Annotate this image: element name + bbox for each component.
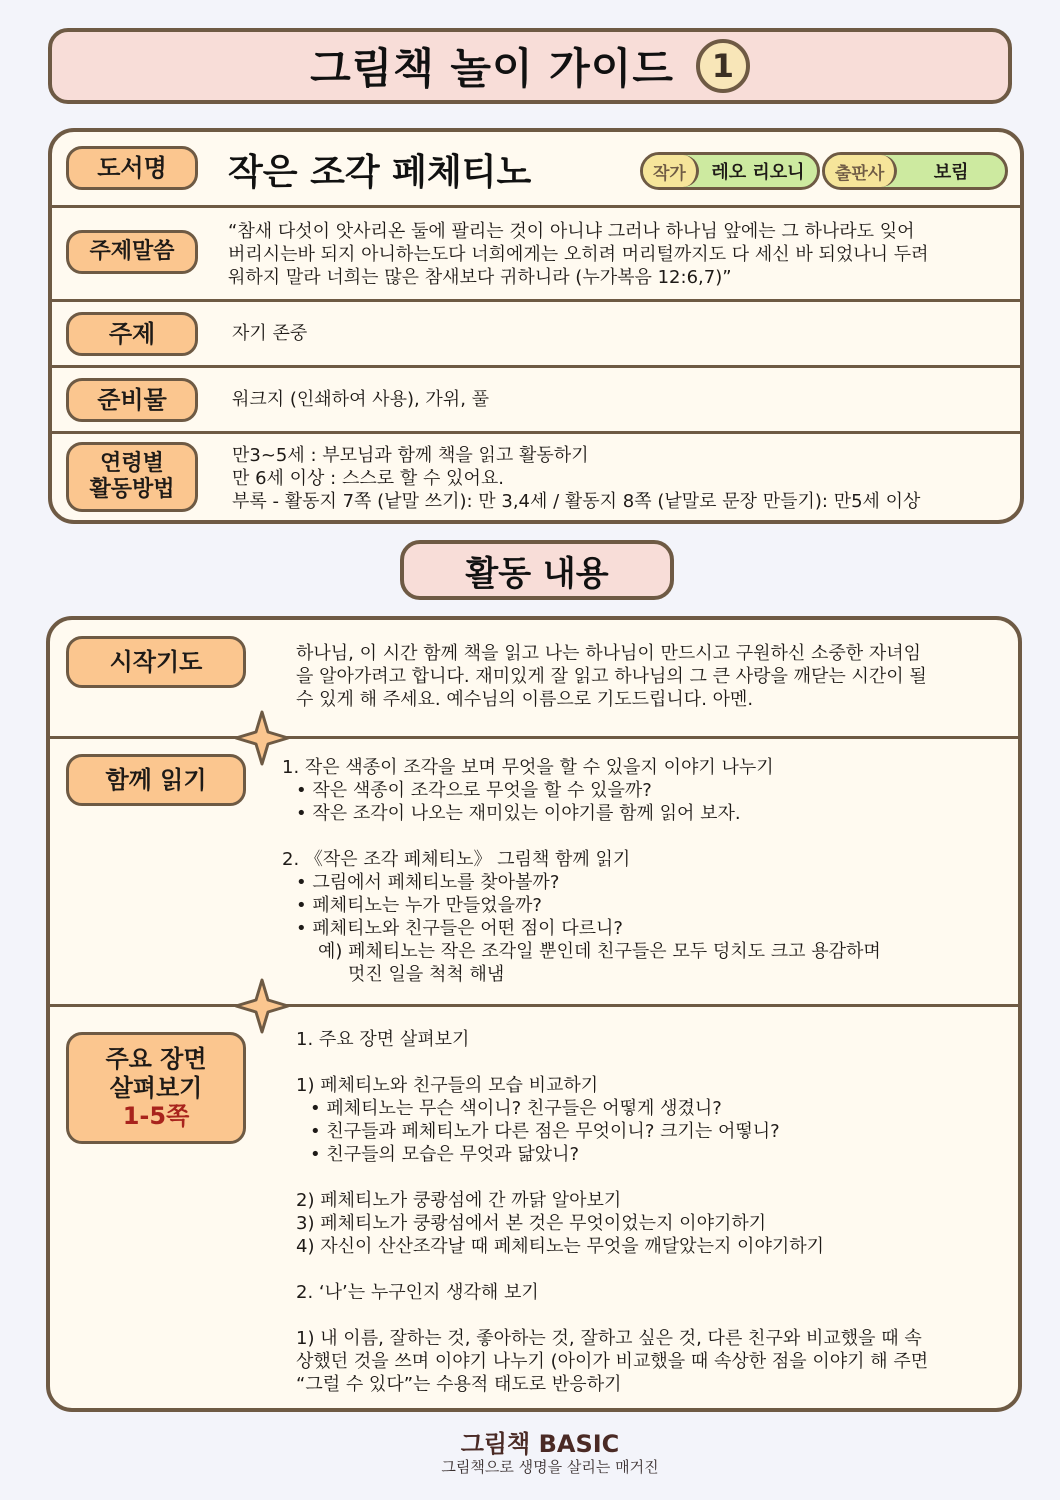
scenes-line: • 친구들의 모습은 무엇과 닮았니? [310,1144,580,1165]
publisher-value: 보림 [933,162,969,183]
reading-line: 예) 페체티노는 작은 조각일 뿐인데 친구들은 모두 덩치도 크고 용감하며 [318,941,881,962]
age-row [52,434,1020,524]
scenes-label-line: 살펴보기 [109,1073,203,1102]
age-label [66,442,198,512]
scenes-line: 2) 페체티노가 쿵쾅섬에 간 까닭 알아보기 [296,1190,622,1211]
age-line: 부록 - 활동지 7쪽 (낱말 쓰기): 만 3,4세 / 활동지 8쪽 (낱말로 문장 만들기): 만5세 이상 [232,491,921,512]
theme-value: 자기 존중 [232,323,308,344]
reading-label: 함께 읽기 [66,754,246,806]
theme-label: 주제 [66,312,198,356]
reading-line: 멋진 일을 척척 해냄 [348,964,505,985]
scenes-line: 1. 주요 장면 살펴보기 [296,1029,470,1050]
scenes-line [296,1258,1008,1281]
author-value: 레오 리오니 [711,162,805,183]
section-divider [50,736,1018,739]
verse-line: “참새 다섯이 앗사리온 둘에 팔리는 것이 아니냐 그러나 하나님 앞에는 그 하나라도 잊어 [228,221,915,242]
book-label: 도서명 [66,146,198,190]
age-line: 만3~5세 : 부모님과 함께 책을 읽고 활동하기 [232,445,589,466]
scenes-line: 1) 페체티노와 친구들의 모습 비교하기 [296,1075,599,1096]
activity-section-title: 활동 내용 [400,540,674,600]
verse-row [52,208,1020,302]
materials-value: 워크지 (인쇄하여 사용), 가위, 풀 [232,389,490,410]
scenes-line: “그럴 수 있다”는 수용적 태도로 반응하기 [296,1374,622,1395]
book-info-card [48,128,1024,524]
age-text [232,444,1012,513]
materials-row [52,368,1020,434]
prayer-line: 수 있게 해 주세요. 예수님의 이름으로 기도드립니다. 아멘. [296,689,754,710]
prayer-line: 하나님, 이 시간 함께 책을 읽고 나는 하나님이 만드시고 구원하신 소중한 자녀임 [296,643,922,664]
reading-line: 2. 《작은 조각 페체티노》 그림책 함께 읽기 [282,849,631,870]
materials-label: 준비물 [66,378,198,422]
scenes-label [66,1032,246,1144]
reading-line: 1. 작은 색종이 조각을 보며 무엇을 할 수 있을지 이야기 나누기 [282,757,774,778]
theme-row [52,302,1020,368]
scenes-line [296,1166,1008,1189]
section-divider [50,1004,1018,1007]
scenes-label-line: 주요 장면 [105,1044,207,1073]
scenes-text [296,1028,1008,1396]
guide-title: 그림책 놀이 가이드 [310,44,674,93]
scenes-line: 상했던 것을 쓰며 이야기 나누기 (아이가 비교했을 때 속상한 점을 이야기 해 주면 [296,1351,929,1372]
star-divider-icon [234,978,290,1034]
book-title: 작은 조각 페체티노 [228,152,532,193]
scenes-line: 1) 내 이름, 잘하는 것, 좋아하는 것, 잘하고 싶은 것, 다른 친구와 비교했을 때 속 [296,1328,922,1349]
scenes-line: • 페체티노는 무슨 색이니? 친구들은 어떻게 생겼니? [310,1098,722,1119]
author-key: 작가 [643,155,699,187]
scenes-line [296,1051,1008,1074]
scenes-line: 3) 페체티노가 쿵쾅섬에서 본 것은 무엇이었는지 이야기하기 [296,1213,767,1234]
author-tag [640,152,820,190]
reading-text [282,756,1002,986]
guide-number-badge: 1 [696,39,750,93]
activity-card [46,616,1022,1412]
footer-tagline: 그림책으로 생명을 살리는 매거진 [441,1458,659,1476]
reading-line: • 페체티노는 누가 만들었을까? [296,895,542,916]
scenes-line: • 친구들과 페체티노가 다른 점은 무엇이니? 크기는 어떻니? [310,1121,780,1142]
book-title-row [52,132,1020,208]
reading-line: • 페체티노와 친구들은 어떤 점이 다르니? [296,918,623,939]
reading-line: • 작은 조각이 나오는 재미있는 이야기를 함께 읽어 보자. [296,803,741,824]
verse-label: 주제말씀 [66,230,198,274]
verse-line: 워하지 말라 너희는 많은 참새보다 귀하니라 (누가복음 12:6,7)” [228,267,732,288]
age-label-line: 연령별 [100,450,164,476]
verse-text [228,220,1008,289]
prayer-line: 을 알아가려고 합니다. 재미있게 잘 읽고 하나님의 그 큰 사랑을 깨닫는 시간이 될 [296,666,927,687]
scenes-line: 2. ‘나’는 누구인지 생각해 보기 [296,1282,539,1303]
age-line: 만 6세 이상 : 스스로 할 수 있어요. [232,468,504,489]
age-label-line: 활동방법 [89,477,175,502]
reading-line [282,825,1002,848]
reading-line: • 작은 색종이 조각으로 무엇을 할 수 있을까? [296,780,652,801]
scenes-page-range: 1-5쪽 [122,1102,190,1131]
verse-line: 버리시는바 되지 아니하는도다 너희에게는 오히려 머리털까지도 다 세신 바 되었나니 두려 [228,244,929,265]
scenes-line [296,1304,1008,1327]
publisher-key: 출판사 [825,155,897,187]
prayer-text [296,642,1006,711]
reading-line: • 그림에서 페체티노를 찾아볼까? [296,872,560,893]
prayer-label: 시작기도 [66,636,246,688]
scenes-line: 4) 자신이 산산조각날 때 페체티노는 무엇을 깨달았는지 이야기하기 [296,1236,824,1257]
publisher-tag [822,152,1008,190]
footer-brand: 그림책 BASIC [460,1430,620,1458]
guide-title-banner [48,28,1012,104]
